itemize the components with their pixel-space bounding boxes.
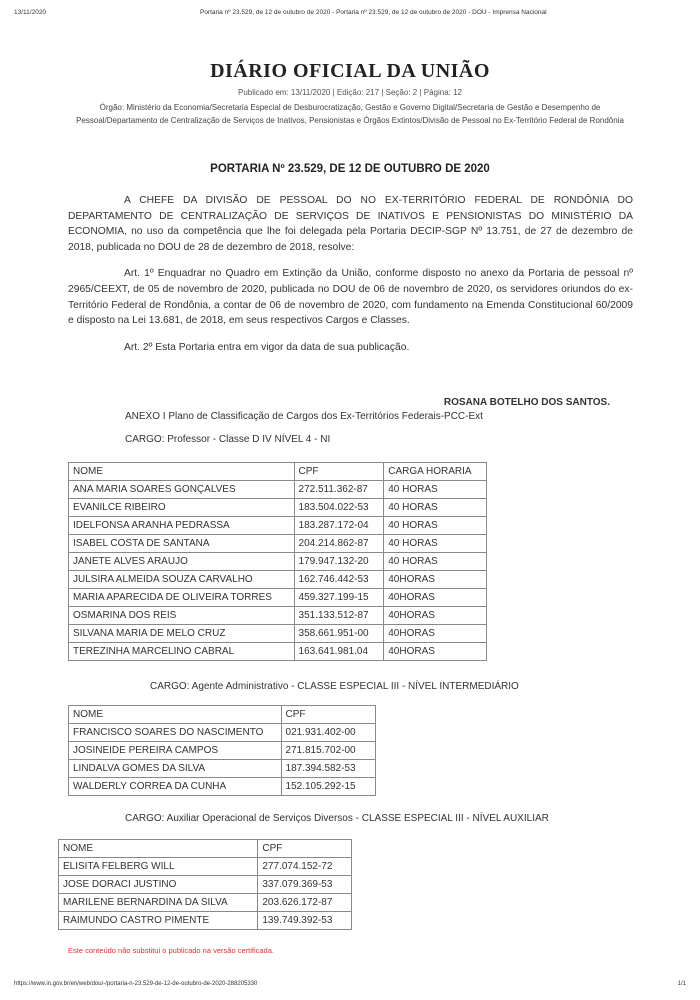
annex-title: ANEXO I Plano de Classificação de Cargos dos Ex-Territórios Federais-PCC-Ext <box>125 411 483 422</box>
table-cell: 40HORAS <box>384 607 487 625</box>
agente-table <box>68 705 376 796</box>
table-row <box>69 553 487 571</box>
table-cell: 271.815.702-00 <box>281 742 375 760</box>
table-cell: RAIMUNDO CASTRO PIMENTE <box>59 912 258 930</box>
table-cell: ELISITA FELBERG WILL <box>59 858 258 876</box>
print-page-title: Portaria nº 23.529, de 12 de outubro de 2020 - Portaria nº 23.529, de 12 de outubro de 2020 - DOU - Imprensa Nacional <box>200 9 547 16</box>
table-header-cell: CPF <box>294 463 384 481</box>
table-cell: 162.746.442-53 <box>294 571 384 589</box>
table-row <box>69 499 487 517</box>
table-row <box>59 876 352 894</box>
table-row <box>69 760 376 778</box>
table-header-row <box>59 840 352 858</box>
table-cell: JULSIRA ALMEIDA SOUZA CARVALHO <box>69 571 295 589</box>
table-row <box>69 778 376 796</box>
table-row <box>69 742 376 760</box>
cargo-heading-auxiliar: CARGO: Auxiliar Operacional de Serviços Diversos - CLASSE ESPECIAL III - NÍVEL AUXILIAR <box>125 813 549 824</box>
document-body <box>68 193 633 366</box>
table-cell: ISABEL COSTA DE SANTANA <box>69 535 295 553</box>
table-cell: ANA MARIA SOARES GONÇALVES <box>69 481 295 499</box>
table-cell: 139.749.392-53 <box>258 912 352 930</box>
table-cell: MARILENE BERNARDINA DA SILVA <box>59 894 258 912</box>
table-row <box>69 607 487 625</box>
table-row <box>69 517 487 535</box>
table-cell: 40HORAS <box>384 643 487 661</box>
auxiliar-table <box>58 839 352 930</box>
table-header-cell: NOME <box>69 706 282 724</box>
table-cell: 459.327.199-15 <box>294 589 384 607</box>
table-header-cell: NOME <box>69 463 295 481</box>
table-cell: 203.626.172-87 <box>258 894 352 912</box>
cargo-heading-professor: CARGO: Professor - Classe D IV NÍVEL 4 - NI <box>125 434 331 445</box>
table-cell: JOSE DORACI JUSTINO <box>59 876 258 894</box>
table-cell: 40 HORAS <box>384 553 487 571</box>
table-cell: 40 HORAS <box>384 481 487 499</box>
disclaimer-note: Este conteúdo não substitui o publicado na versão certificada. <box>68 946 274 955</box>
table-row <box>69 481 487 499</box>
paragraph-article-2: Art. 2º Esta Portaria entra em vigor da data de sua publicação. <box>124 341 410 353</box>
table-header-cell: NOME <box>59 840 258 858</box>
table-cell: LINDALVA GOMES DA SILVA <box>69 760 282 778</box>
portaria-heading: PORTARIA Nº 23.529, DE 12 DE OUTUBRO DE 2020 <box>210 163 490 175</box>
table-cell: 40 HORAS <box>384 535 487 553</box>
table-cell: 40HORAS <box>384 571 487 589</box>
table-cell: FRANCISCO SOARES DO NASCIMENTO <box>69 724 282 742</box>
table-cell: 021.931.402-00 <box>281 724 375 742</box>
table-row <box>59 894 352 912</box>
table-header-cell: CPF <box>281 706 375 724</box>
table-cell: WALDERLY CORREA DA CUNHA <box>69 778 282 796</box>
orgao-info: Órgão: Ministério da Economia/Secretaria Especial de Desburocratização, Gestão e Governo Digital/Secretaria de Gestão e Desempenho de Pessoal/Departamento de Centralização de Serviços de Inativos, Pensionistas e Órgãos Extintos/Divisão de Pessoal no Ex-Território Federal de Rondônia <box>76 103 624 125</box>
table-cell: 358.661.951-00 <box>294 625 384 643</box>
table-cell: 183.287.172-04 <box>294 517 384 535</box>
table-row <box>69 571 487 589</box>
table-cell: IDELFONSA ARANHA PEDRASSA <box>69 517 295 535</box>
table-cell: SILVANA MARIA DE MELO CRUZ <box>69 625 295 643</box>
table-row <box>59 858 352 876</box>
table-cell: JANETE ALVES ARAUJO <box>69 553 295 571</box>
professor-table <box>68 462 487 661</box>
table-row <box>59 912 352 930</box>
table-cell: MARIA APARECIDA DE OLIVEIRA TORRES <box>69 589 295 607</box>
table-header-cell: CPF <box>258 840 352 858</box>
table-cell: 277.074.152-72 <box>258 858 352 876</box>
table-cell: 187.394.582-53 <box>281 760 375 778</box>
cargo-heading-agente: CARGO: Agente Administrativo - CLASSE ESPECIAL III - NÍVEL INTERMEDIÁRIO <box>150 681 519 692</box>
print-date: 13/11/2020 <box>14 9 47 16</box>
signature: ROSANA BOTELHO DOS SANTOS. <box>443 397 610 408</box>
table-cell: 152.105.292-15 <box>281 778 375 796</box>
table-cell: 351.133.512-87 <box>294 607 384 625</box>
table-cell: 272.511.362-87 <box>294 481 384 499</box>
table-row <box>69 625 487 643</box>
table-cell: 40 HORAS <box>384 499 487 517</box>
table-header-row <box>69 706 376 724</box>
table-cell: EVANILCE RIBEIRO <box>69 499 295 517</box>
table-cell: 179.947.132-20 <box>294 553 384 571</box>
table-cell: 183.504.022-53 <box>294 499 384 517</box>
table-cell: 40HORAS <box>384 625 487 643</box>
table-cell: TEREZINHA MARCELINO CABRAL <box>69 643 295 661</box>
table-cell: JOSINEIDE PEREIRA CAMPOS <box>69 742 282 760</box>
table-row <box>69 724 376 742</box>
table-header-cell: CARGA HORARIA <box>384 463 487 481</box>
table-cell: 40 HORAS <box>384 517 487 535</box>
paragraph-preamble: A CHEFE DA DIVISÃO DE PESSOAL DO NO EX-TERRITÓRIO FEDERAL DE RONDÔNIA DO DEPARTAMENTO DE CENTRALIZAÇÃO DE SERVIÇOS DE INATIVOS E PENSIONISTAS DO MINISTÉRIO DA ECONOMIA, no uso da competência que lhe foi delegada pela Portaria DECIP-SGP Nº 13.751, de 27 de dezembro de 2018, publicada no DOU de 28 de dezembro de 2018, resolve: <box>68 195 633 253</box>
print-page-count: 1/1 <box>677 981 686 987</box>
document-title: DIÁRIO OFICIAL DA UNIÃO <box>210 60 490 82</box>
table-row <box>69 589 487 607</box>
publication-info: Publicado em: 13/11/2020 | Edição: 217 | Seção: 2 | Página: 12 <box>237 88 463 97</box>
table-cell: OSMARINA DOS REIS <box>69 607 295 625</box>
table-header-row <box>69 463 487 481</box>
table-cell: 163.641.981.04 <box>294 643 384 661</box>
table-cell: 337.079.369-53 <box>258 876 352 894</box>
table-cell: 40HORAS <box>384 589 487 607</box>
table-cell: 204.214.862-87 <box>294 535 384 553</box>
print-url: https://www.in.gov.br/en/web/dou/-/portaria-n-23.529-de-12-de-outubro-de-2020-288205330 <box>14 981 258 987</box>
table-row <box>69 535 487 553</box>
table-row <box>69 643 487 661</box>
paragraph-article-1: Art. 1º Enquadrar no Quadro em Extinção da União, conforme disposto no anexo da Portaria de pessoal nº 2965/CEEXT, de 05 de novembro de 2020, publicada no DOU de 06 de novembro de 2020, os servidores oriundos do ex-Território Federal de Rondônia, a contar de 06 de novembro de 2020, com fundamento na Emenda Constitucional 60/2009 e disposto na Lei 13.681, de 2018, em seus respectivos Cargos e Classes. <box>68 268 633 327</box>
